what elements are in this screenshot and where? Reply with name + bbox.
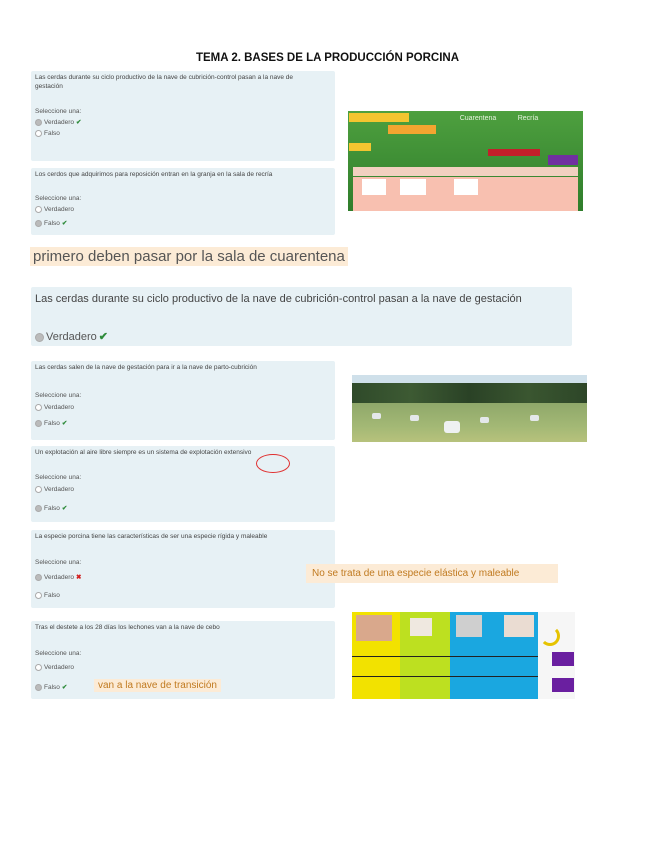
option-true[interactable]: Verdadero [35, 486, 74, 493]
production-stages-diagram [352, 612, 575, 699]
radio[interactable] [35, 592, 42, 599]
note-transicion: van a la nave de transición [94, 679, 221, 692]
select-label: Seleccione una: [35, 108, 82, 115]
radio[interactable] [35, 130, 42, 137]
question-card-4 [31, 446, 335, 522]
radio-selected[interactable] [35, 684, 42, 691]
question-card-2 [31, 168, 335, 235]
radio-selected[interactable] [35, 333, 44, 342]
radio-selected[interactable] [35, 420, 42, 427]
option-true[interactable]: Verdadero [35, 404, 74, 411]
question-text: Tras el destete a los 28 días los lechones van a la nave de cebo [35, 624, 220, 631]
question-text: Las cerdas salen de la nave de gestación para ir a la nave de parto-cubrición [35, 364, 257, 371]
question-card-1 [31, 71, 335, 161]
radio-selected[interactable] [35, 505, 42, 512]
radio[interactable] [35, 486, 42, 493]
select-label: Seleccione una: [35, 559, 82, 566]
option-true[interactable]: Verdadero [35, 206, 74, 213]
tab-recria: Recría [517, 115, 539, 122]
radio-selected[interactable] [35, 119, 42, 126]
question-card-5 [31, 530, 335, 608]
select-label: Seleccione una: [35, 474, 82, 481]
note-elastica: No se trata de una especie elástica y maleable [306, 564, 558, 583]
note-cuarentena: primero deben pasar por la sala de cuarentena [30, 247, 348, 266]
question-card-big [31, 287, 572, 346]
select-label: Seleccione una: [35, 650, 82, 657]
option-true[interactable]: Verdadero ✖ [35, 573, 81, 581]
check-icon: ✔ [76, 119, 82, 126]
radio-selected[interactable] [35, 220, 42, 227]
radio[interactable] [35, 404, 42, 411]
option-false[interactable]: Falso ✔ [35, 683, 67, 691]
option-false[interactable]: Falso ✔ [35, 219, 67, 227]
radio[interactable] [35, 206, 42, 213]
option-true[interactable]: Verdadero [35, 664, 74, 671]
question-text: La especie porcina tiene las características de ser una especie rígida y maleable [35, 533, 268, 540]
check-icon: ✔ [98, 331, 108, 343]
question-card-3 [31, 361, 335, 440]
question-text: Los cerdos que adquirimos para reposición entran en la granja en la sala de recría [35, 171, 273, 178]
radio-selected[interactable] [35, 574, 42, 581]
cross-icon: ✖ [76, 574, 82, 581]
check-icon: ✔ [61, 505, 68, 512]
farm-flow-diagram [348, 111, 583, 211]
option-false[interactable]: Falso [35, 130, 60, 137]
check-icon: ✔ [61, 684, 68, 691]
question-text-line2: gestación [35, 83, 63, 90]
radio[interactable] [35, 664, 42, 671]
page-title: TEMA 2. BASES DE LA PRODUCCIÓN PORCINA [195, 52, 460, 64]
tab-cuarentena: Cuarentena [459, 115, 497, 122]
option-false[interactable]: Falso ✔ [35, 419, 67, 427]
option-true[interactable]: Verdadero ✔ [35, 330, 108, 343]
question-text: Las cerdas durante su ciclo productivo de la nave de cubrición-control pasan a la nave de [35, 74, 293, 81]
annotation-circle [256, 454, 290, 473]
select-label: Seleccione una: [35, 195, 82, 202]
check-icon: ✔ [61, 420, 68, 427]
check-icon: ✔ [61, 220, 68, 227]
option-true[interactable]: Verdadero ✔ [35, 118, 81, 126]
option-false[interactable]: Falso ✔ [35, 504, 67, 512]
outdoor-farm-photo [352, 375, 587, 442]
question-text: Un explotación al aire libre siempre es un sistema de explotación extensivo [35, 449, 252, 456]
question-text: Las cerdas durante su ciclo productivo de la nave de cubrición-control pasan a la nave de gestación [35, 293, 522, 305]
option-false[interactable]: Falso [35, 592, 60, 599]
select-label: Seleccione una: [35, 392, 82, 399]
